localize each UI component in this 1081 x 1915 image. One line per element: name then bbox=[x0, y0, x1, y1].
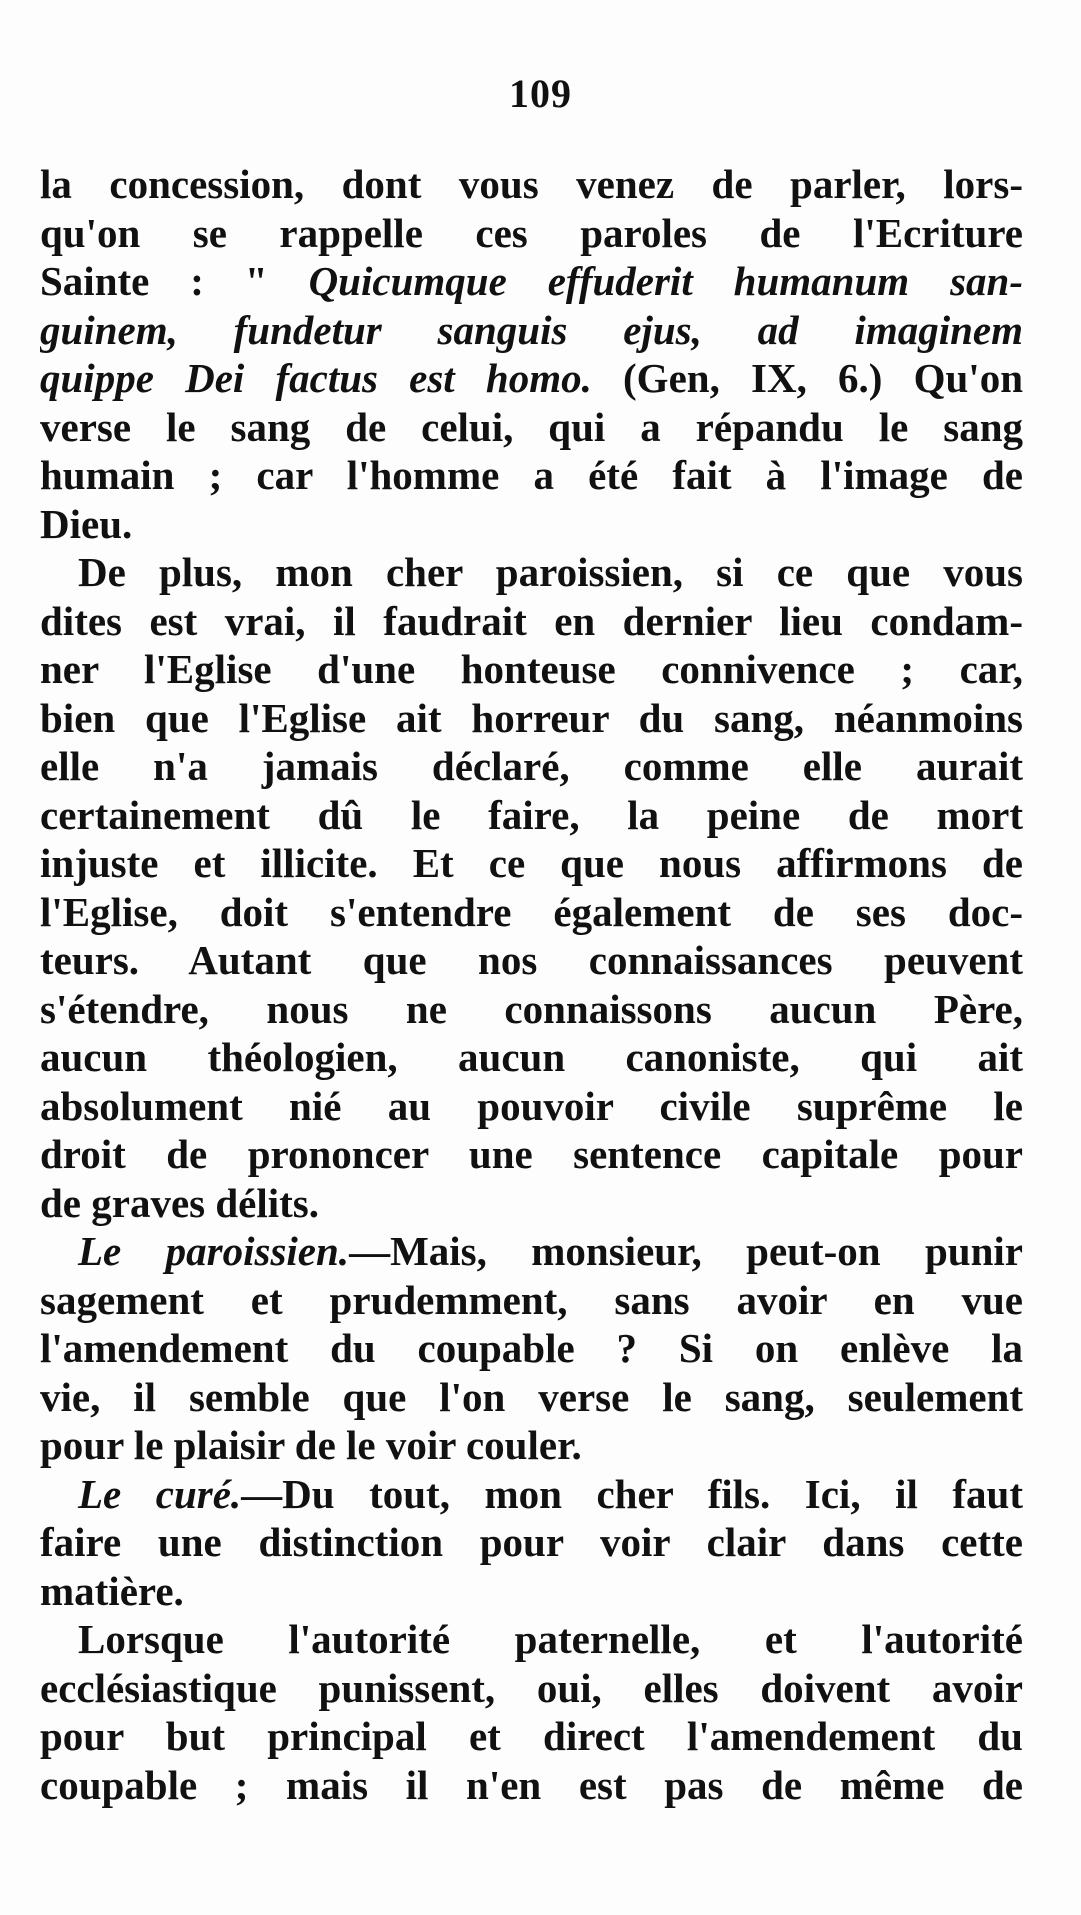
text-run: —Du tout, mon cher fils. Ici, il faut bbox=[241, 1470, 1023, 1517]
text-run: injuste et illicite. Et ce que nous affirmons de bbox=[40, 840, 1023, 886]
text-run: de graves délits. bbox=[40, 1179, 319, 1226]
body-text bbox=[40, 160, 1023, 1809]
text-run: (Gen, IX, 6.) Qu'on bbox=[591, 355, 1023, 401]
text-line bbox=[40, 888, 1023, 937]
text-line bbox=[40, 1324, 1023, 1373]
text-run: faire une distinction pour voir clair dans cette bbox=[40, 1519, 1023, 1565]
text-run: qu'on se rappelle ces paroles de l'Ecriture bbox=[40, 209, 1023, 256]
text-line bbox=[40, 1761, 1023, 1810]
text-line bbox=[40, 1227, 1023, 1276]
text-line bbox=[40, 1082, 1023, 1131]
text-line bbox=[40, 209, 1023, 258]
text-run: verse le sang de celui, qui a répandu le sang bbox=[40, 403, 1023, 450]
text-run: Sainte : " bbox=[40, 258, 309, 304]
text-run: matière. bbox=[40, 1567, 184, 1614]
italic-text: Le curé. bbox=[78, 1470, 242, 1517]
text-line bbox=[40, 1421, 1023, 1470]
text-run: ner l'Eglise d'une honteuse connivence ; car, bbox=[40, 646, 1023, 692]
italic-text: Le paroissien. bbox=[78, 1228, 350, 1274]
text-run: Lorsque l'autorité paternelle, et l'autorité bbox=[78, 1616, 1023, 1662]
text-line bbox=[40, 1567, 1023, 1616]
text-line bbox=[40, 451, 1023, 500]
text-run: Dieu. bbox=[40, 500, 133, 547]
text-run: pour but principal et direct l'amendement du bbox=[40, 1713, 1023, 1759]
text-run: humain ; car l'homme a été fait à l'image de bbox=[40, 452, 1023, 498]
text-run: absolument nié au pouvoir civile suprême le bbox=[40, 1082, 1023, 1129]
text-run: l'amendement du coupable ? Si on enlève la bbox=[40, 1325, 1023, 1371]
text-line bbox=[40, 791, 1023, 840]
text-line bbox=[40, 1664, 1023, 1713]
text-line bbox=[40, 597, 1023, 646]
text-run: pour le plaisir de le voir couler. bbox=[40, 1422, 582, 1468]
text-line bbox=[40, 742, 1023, 791]
text-line bbox=[40, 354, 1023, 403]
text-line bbox=[40, 1130, 1023, 1179]
text-run: s'étendre, nous ne connaissons aucun Père, bbox=[40, 985, 1023, 1032]
text-line bbox=[40, 1518, 1023, 1567]
text-line bbox=[40, 306, 1023, 355]
text-run: aucun théologien, aucun canoniste, qui ait bbox=[40, 1034, 1023, 1080]
text-line bbox=[40, 160, 1023, 209]
text-line bbox=[40, 257, 1023, 306]
text-run: sagement et prudemment, sans avoir en vue bbox=[40, 1276, 1023, 1323]
page-number: 109 bbox=[509, 71, 572, 116]
text-line bbox=[40, 500, 1023, 549]
text-line bbox=[40, 1179, 1023, 1228]
text-run: teurs. Autant que nos connaissances peuvent bbox=[40, 937, 1023, 983]
text-run: ecclésiastique punissent, oui, elles doivent avoir bbox=[40, 1664, 1023, 1711]
text-run: vie, il semble que l'on verse le sang, seulement bbox=[40, 1373, 1023, 1420]
text-run: bien que l'Eglise ait horreur du sang, néanmoins bbox=[40, 694, 1023, 741]
text-line bbox=[40, 1712, 1023, 1761]
text-run: elle n'a jamais déclaré, comme elle aurait bbox=[40, 743, 1023, 789]
text-run: —Mais, monsieur, peut-on punir bbox=[349, 1228, 1023, 1274]
text-line bbox=[40, 694, 1023, 743]
italic-text: Quicumque effuderit humanum san- bbox=[308, 258, 1023, 304]
text-line bbox=[40, 936, 1023, 985]
text-run: la concession, dont vous venez de parler, lors- bbox=[40, 161, 1023, 207]
text-run: certainement dû le faire, la peine de mort bbox=[40, 791, 1023, 838]
italic-text: quippe Dei factus est homo. bbox=[40, 355, 592, 401]
text-line bbox=[40, 645, 1023, 694]
text-run: dites est vrai, il faudrait en dernier lieu condam- bbox=[40, 597, 1023, 644]
text-run: l'Eglise, doit s'entendre également de ses doc- bbox=[40, 888, 1023, 935]
text-line bbox=[40, 1470, 1023, 1519]
text-run: droit de prononcer une sentence capitale pour bbox=[40, 1131, 1023, 1177]
text-run: coupable ; mais il n'en est pas de même de bbox=[40, 1761, 1023, 1808]
text-line bbox=[40, 839, 1023, 888]
text-line bbox=[40, 1615, 1023, 1664]
italic-text: guinem, fundetur sanguis ejus, ad imaginem bbox=[40, 306, 1023, 353]
text-line bbox=[40, 548, 1023, 597]
text-line bbox=[40, 1373, 1023, 1422]
text-line bbox=[40, 985, 1023, 1034]
text-line bbox=[40, 403, 1023, 452]
text-line bbox=[40, 1033, 1023, 1082]
text-line bbox=[40, 1276, 1023, 1325]
text-run: De plus, mon cher paroissien, si ce que vous bbox=[78, 549, 1023, 595]
